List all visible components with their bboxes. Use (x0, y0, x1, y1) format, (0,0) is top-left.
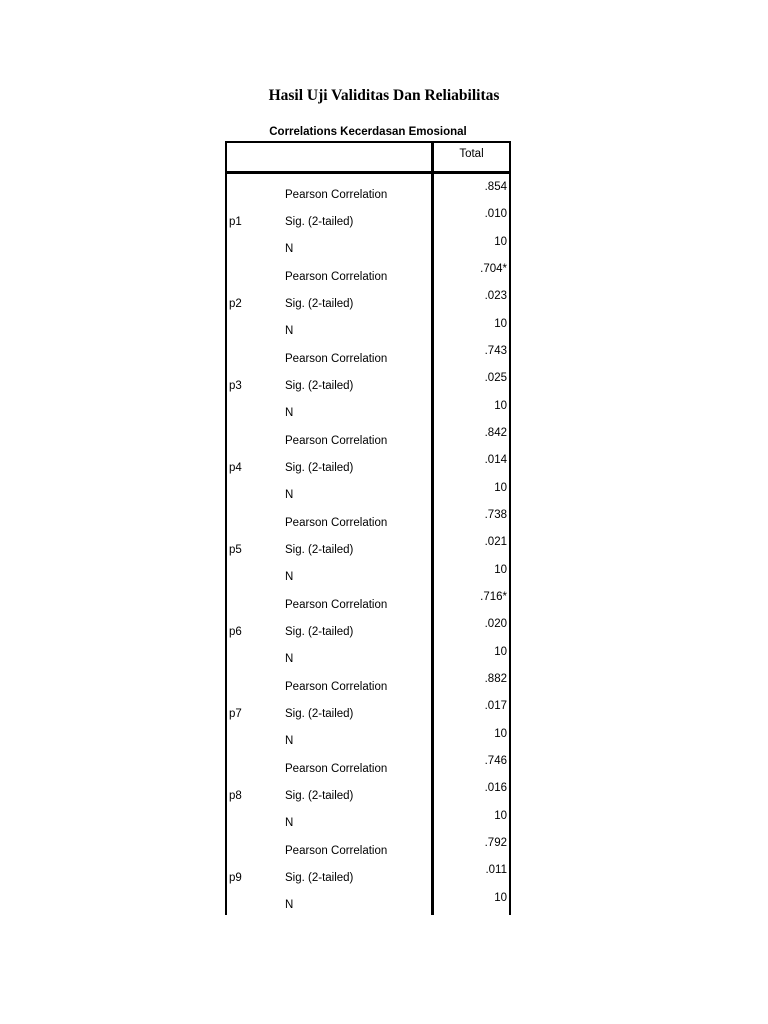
stat-label-sig: Sig. (2-tailed) (285, 298, 354, 310)
stat-label-sig: Sig. (2-tailed) (285, 462, 354, 474)
stat-label-n: N (285, 489, 294, 501)
stat-value-n: 10 (494, 236, 507, 248)
stat-label-n: N (285, 407, 294, 419)
stat-value-sig: .017 (484, 700, 507, 712)
stat-label-pearson: Pearson Correlation (285, 517, 388, 529)
stat-value-pearson: .743 (484, 345, 507, 357)
stat-value-n: 10 (494, 892, 507, 904)
stat-value-pearson: .704* (480, 263, 507, 275)
stat-label-sig: Sig. (2-tailed) (285, 544, 354, 556)
stat-label-sig: Sig. (2-tailed) (285, 626, 354, 638)
stat-value-sig: .016 (484, 782, 507, 794)
stat-label-pearson: Pearson Correlation (285, 271, 388, 283)
stat-value-pearson: .792 (484, 837, 507, 849)
table-row-group (225, 830, 511, 912)
stat-label-n: N (285, 735, 294, 747)
stat-value-sig: .023 (484, 290, 507, 302)
variable-label: p1 (229, 216, 242, 228)
table-caption: Correlations Kecerdasan Emosional (269, 126, 467, 138)
table-row-group (225, 666, 511, 748)
variable-label: p7 (229, 708, 242, 720)
stat-value-n: 10 (494, 482, 507, 494)
stat-label-n: N (285, 899, 294, 911)
stat-value-pearson: .738 (484, 509, 507, 521)
table-row-group (225, 338, 511, 420)
stat-value-sig: .021 (484, 536, 507, 548)
stat-value-n: 10 (494, 564, 507, 576)
page-title: Hasil Uji Validitas Dan Reliabilitas (268, 87, 500, 104)
stat-value-n: 10 (494, 810, 507, 822)
table-row-group (225, 420, 511, 502)
variable-label: p6 (229, 626, 242, 638)
stat-label-sig: Sig. (2-tailed) (285, 380, 354, 392)
stat-label-n: N (285, 817, 294, 829)
stat-value-pearson: .746 (484, 755, 507, 767)
stat-label-sig: Sig. (2-tailed) (285, 790, 354, 802)
stat-label-sig: Sig. (2-tailed) (285, 708, 354, 720)
stat-label-n: N (285, 243, 294, 255)
stat-value-pearson: .842 (484, 427, 507, 439)
stat-label-n: N (285, 325, 294, 337)
table-top-rule (225, 141, 511, 143)
variable-label: p2 (229, 298, 242, 310)
stat-value-sig: .014 (484, 454, 507, 466)
variable-label: p8 (229, 790, 242, 802)
table-row-group (225, 748, 511, 830)
table-row-group (225, 256, 511, 338)
variable-label: p3 (229, 380, 242, 392)
stat-value-sig: .011 (485, 864, 507, 876)
stat-value-sig: .020 (484, 618, 507, 630)
column-header-total: Total (459, 148, 484, 160)
table-row-group (225, 174, 511, 256)
stat-value-sig: .010 (484, 208, 507, 220)
stat-label-pearson: Pearson Correlation (285, 681, 388, 693)
stat-label-pearson: Pearson Correlation (285, 353, 388, 365)
stat-label-sig: Sig. (2-tailed) (285, 872, 354, 884)
stat-label-n: N (285, 571, 294, 583)
stat-label-pearson: Pearson Correlation (285, 189, 388, 201)
stat-value-pearson: .882 (484, 673, 507, 685)
stat-value-n: 10 (494, 318, 507, 330)
table-row-group (225, 584, 511, 666)
stat-label-sig: Sig. (2-tailed) (285, 216, 354, 228)
stat-value-pearson: .854 (484, 181, 507, 193)
stat-value-n: 10 (494, 646, 507, 658)
table-row-group (225, 502, 511, 584)
stat-value-n: 10 (494, 400, 507, 412)
stat-label-pearson: Pearson Correlation (285, 435, 388, 447)
correlations-table (225, 141, 511, 915)
stat-label-pearson: Pearson Correlation (285, 599, 388, 611)
stat-value-pearson: .716* (480, 591, 507, 603)
stat-value-n: 10 (494, 728, 507, 740)
variable-label: p5 (229, 544, 242, 556)
stat-label-pearson: Pearson Correlation (285, 763, 388, 775)
variable-label: p4 (229, 462, 242, 474)
stat-label-n: N (285, 653, 294, 665)
stat-label-pearson: Pearson Correlation (285, 845, 388, 857)
variable-label: p9 (229, 872, 242, 884)
stat-value-sig: .025 (484, 372, 507, 384)
